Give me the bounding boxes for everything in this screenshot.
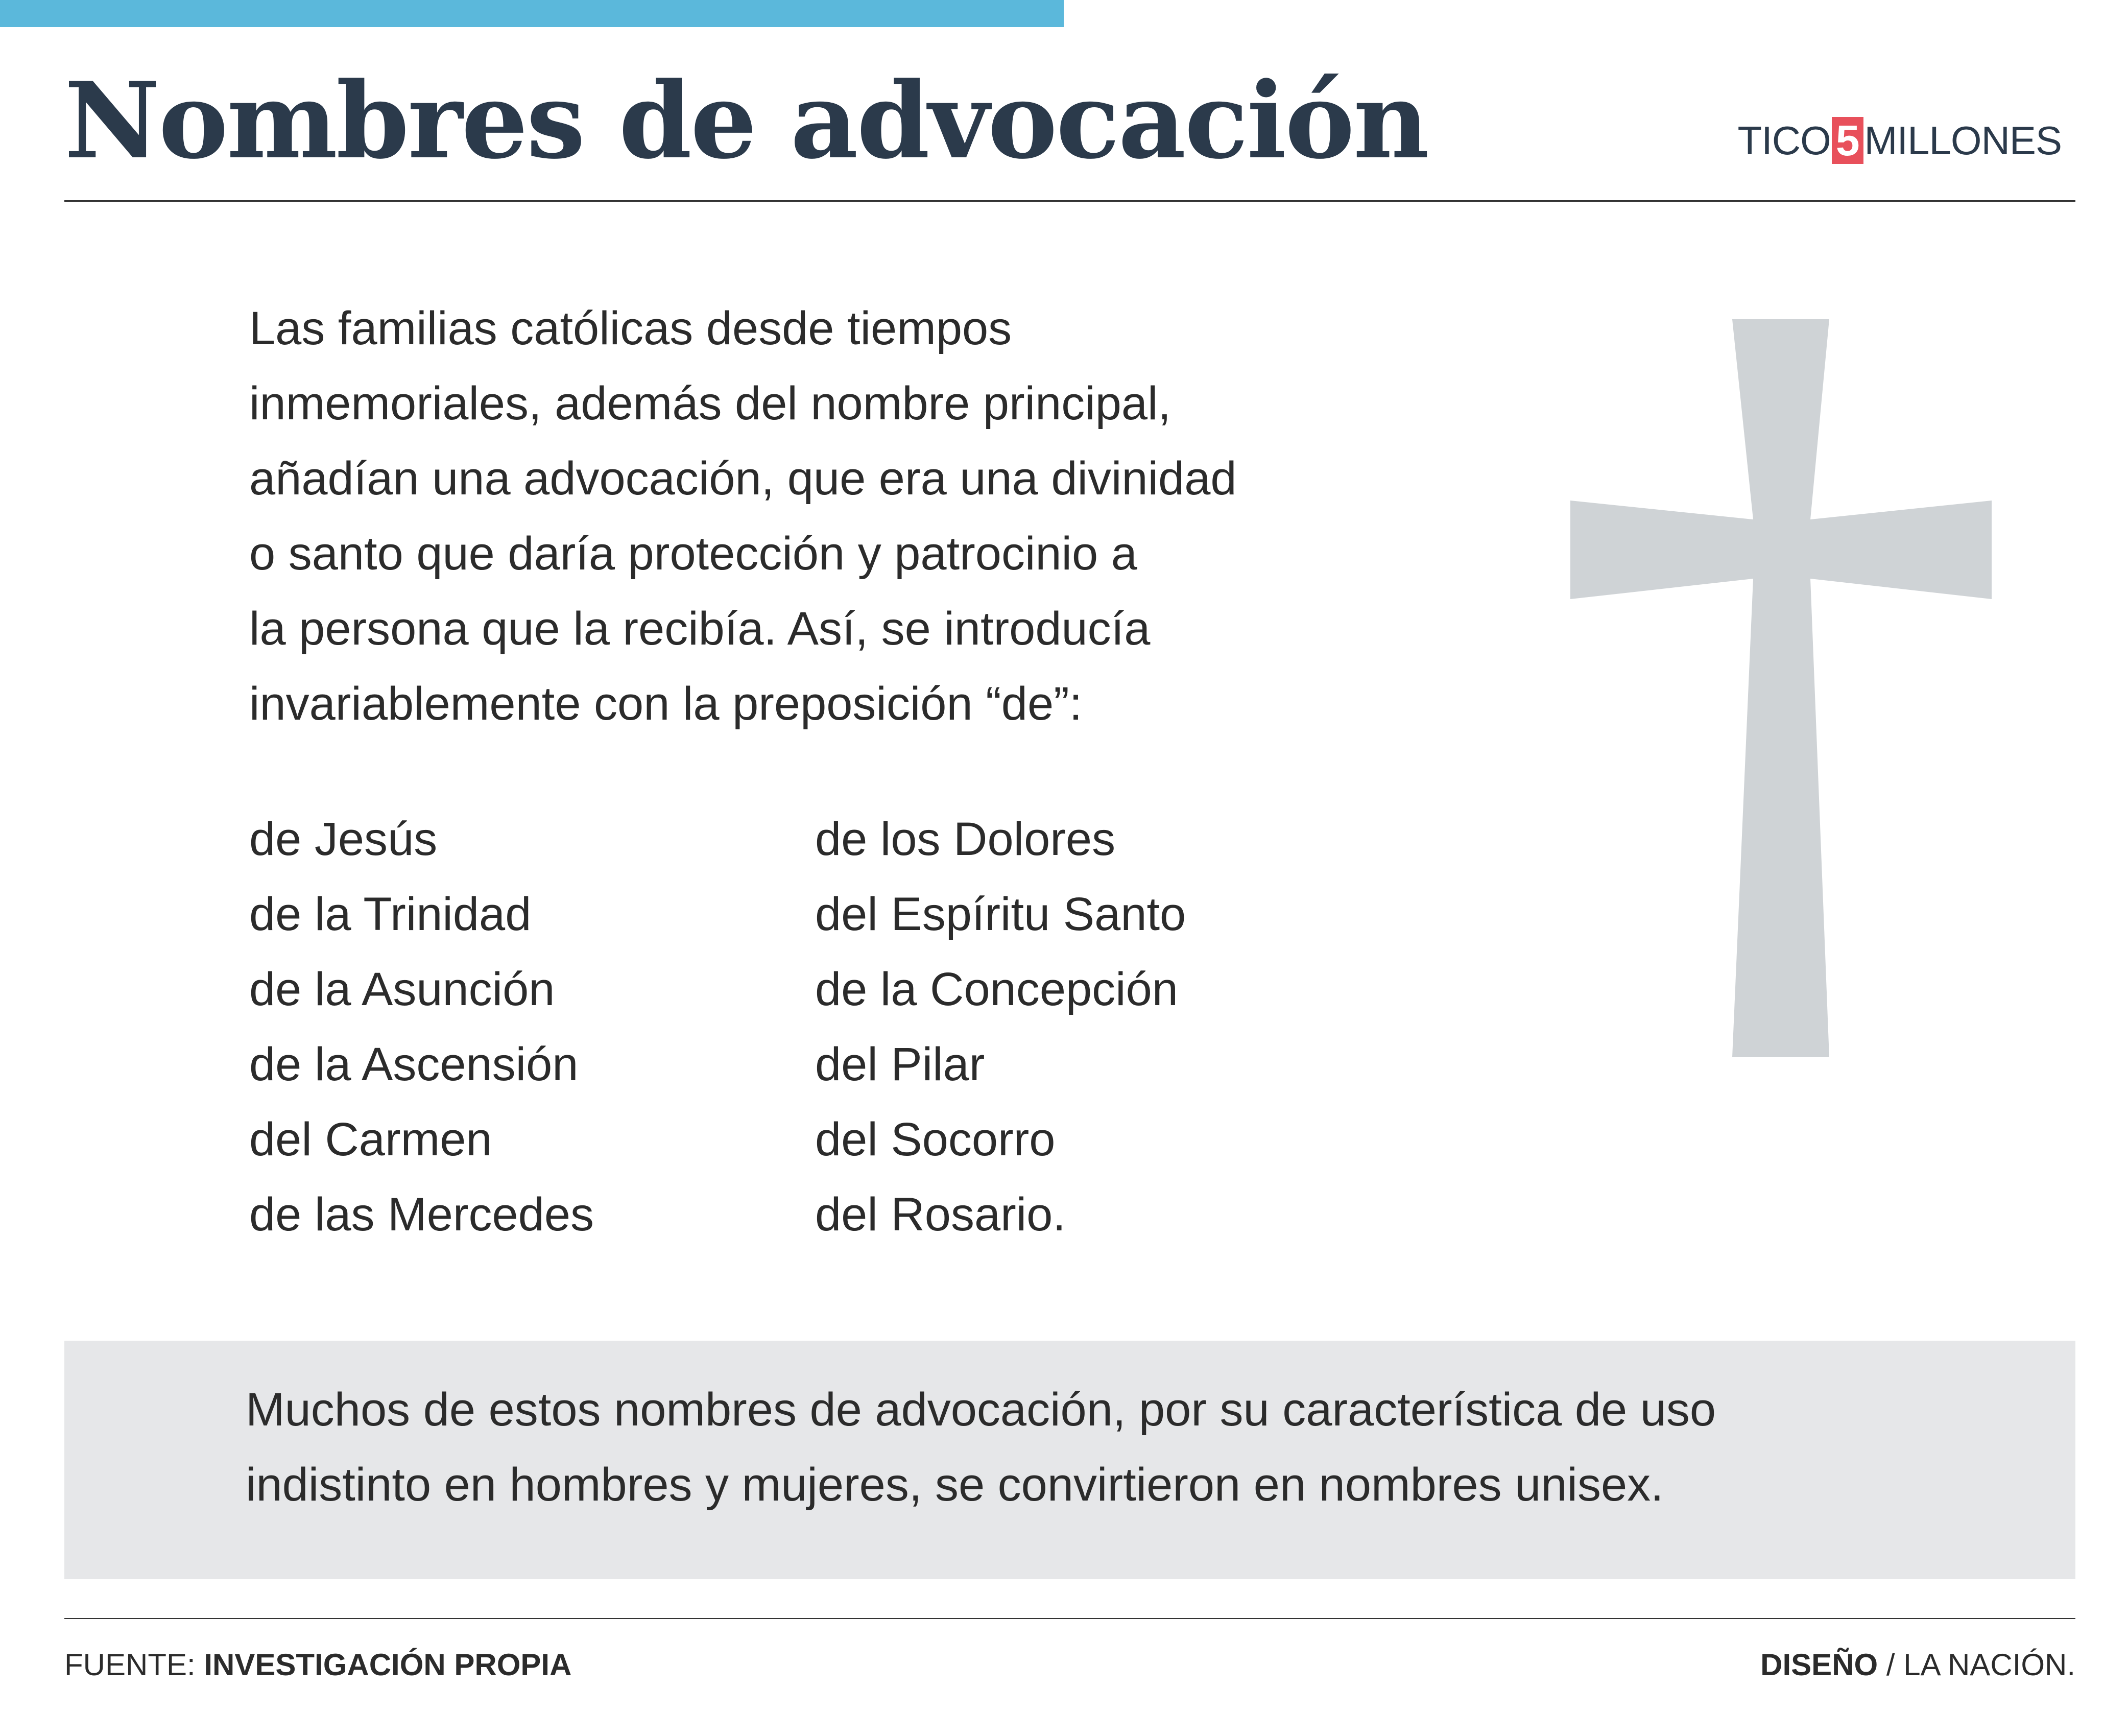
intro-line: invariablemente con la preposición “de”: (249, 678, 1083, 730)
cross-icon (1570, 319, 1994, 1057)
brand-badge: 5 (1832, 117, 1863, 164)
name-item: del Pilar (815, 1038, 985, 1090)
intro-line: inmemoriales, además del nombre principal, (249, 377, 1171, 430)
note-box (64, 1341, 2075, 1579)
intro-paragraph (249, 291, 1424, 742)
names-list (249, 802, 1373, 1252)
intro-line: la persona que la recibía. Así, se introducía (249, 603, 1151, 655)
name-item: del Espíritu Santo (815, 888, 1186, 940)
note-line: Muchos de estos nombres de advocación, por su característica de uso (246, 1384, 1716, 1436)
name-item: de la Trinidad (249, 888, 532, 940)
names-column-2 (815, 802, 1326, 1252)
name-item: de la Ascensión (249, 1038, 579, 1090)
intro-line: Las familias católicas desde tiempos (249, 302, 1012, 354)
name-item: de la Asunción (249, 963, 555, 1015)
footer-source (64, 1647, 571, 1682)
name-item: de las Mercedes (249, 1188, 594, 1241)
note-text (246, 1372, 1982, 1523)
names-column-1 (249, 802, 815, 1252)
brand-prefix: TICO (1737, 117, 1831, 163)
cross-shape (1570, 319, 1992, 1057)
header-divider (64, 200, 2075, 202)
brand-suffix: MILLONES (1864, 117, 2062, 163)
name-item: del Socorro (815, 1113, 1056, 1166)
name-item: de Jesús (249, 813, 438, 865)
name-item: del Rosario. (815, 1188, 1066, 1241)
design-label: DISEÑO (1760, 1648, 1878, 1682)
footer-credit (1760, 1647, 2075, 1682)
design-value: LA NACIÓN. (1903, 1648, 2075, 1682)
design-separator: / (1878, 1648, 1904, 1682)
intro-line: añadían una advocación, que era una divinidad (249, 453, 1237, 505)
source-value: INVESTIGACIÓN PROPIA (204, 1648, 572, 1682)
top-accent-bar (0, 0, 1064, 27)
name-item: de la Concepción (815, 963, 1178, 1015)
name-item: del Carmen (249, 1113, 492, 1166)
source-label: FUENTE: (64, 1648, 204, 1682)
brand-logo (1737, 115, 2062, 166)
intro-line: o santo que daría protección y patrocinio a (249, 528, 1137, 580)
name-item: de los Dolores (815, 813, 1116, 865)
note-line: indistinto en hombres y mujeres, se convirtieron en nombres unisex. (246, 1459, 1664, 1511)
footer-divider (64, 1618, 2075, 1619)
page-title: Nombres de advocación (64, 60, 1428, 182)
